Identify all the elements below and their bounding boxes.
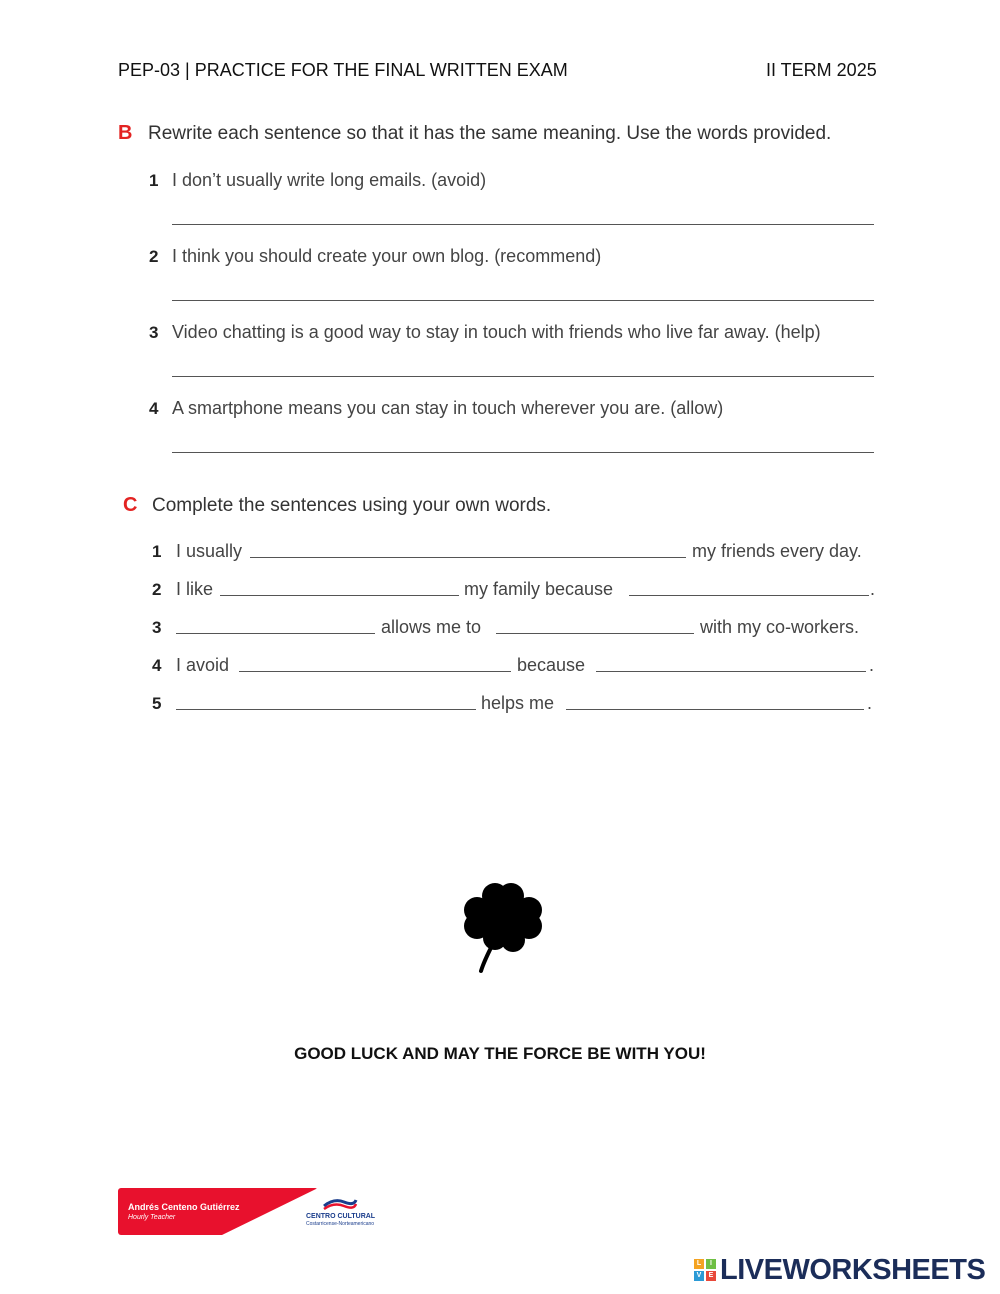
- b-item-3-answer-input[interactable]: [174, 352, 876, 376]
- b-item-4-number: 4: [149, 399, 159, 418]
- section-c-letter: C: [123, 494, 138, 516]
- b-item-3-line: [172, 376, 874, 377]
- b-item-1-number: 1: [149, 171, 159, 190]
- b-item-3-number: 3: [149, 323, 159, 342]
- c-item-3-text-b: with my co-workers.: [700, 617, 860, 637]
- c-item-4-text-c: .: [869, 655, 875, 675]
- b-item-4-answer-input[interactable]: [174, 428, 876, 452]
- c-item-4-number: 4: [152, 656, 162, 675]
- section-b-instruction: Rewrite each sentence so that it has the same meaning. Use the words provided.: [148, 123, 832, 144]
- logo-tile-i: I: [706, 1259, 716, 1269]
- teacher-name: Andrés Centeno Gutiérrez: [128, 1202, 240, 1212]
- c-item-4-blank-a-input[interactable]: [241, 649, 513, 673]
- logo-tile-v: V: [694, 1271, 704, 1281]
- c-item-1-text-b: my friends every day.: [692, 541, 862, 561]
- c-item-2-blank-b-input[interactable]: [631, 573, 871, 597]
- b-item-1-line: [172, 224, 874, 225]
- c-item-2-text-a: I like: [176, 579, 214, 599]
- c-item-5-blank-a-input[interactable]: [178, 687, 478, 711]
- c-item-2-text-c: .: [870, 579, 876, 599]
- flag-logo-icon: [322, 1196, 358, 1212]
- liveworksheets-brand[interactable]: LIVEWORKSHEETS: [720, 1254, 986, 1286]
- four-leaf-clover-icon: [455, 872, 551, 976]
- b-item-1-prompt: I don’t usually write long emails. (avoid): [172, 170, 487, 190]
- b-item-2-line: [172, 300, 874, 301]
- teacher-role: Hourly Teacher: [128, 1214, 176, 1221]
- b-item-2-answer-input[interactable]: [174, 276, 876, 300]
- header-title: PEP-03 | PRACTICE FOR THE FINAL WRITTEN EXAM: [118, 60, 568, 80]
- c-item-3-text-a: allows me to: [381, 617, 482, 637]
- org-name: CENTRO CULTURAL: [306, 1213, 376, 1220]
- closing-message: GOOD LUCK AND MAY THE FORCE BE WITH YOU!: [294, 1044, 706, 1063]
- c-item-1-number: 1: [152, 542, 162, 561]
- c-item-4-blank-b-input[interactable]: [598, 649, 868, 673]
- c-item-5-text-a: helps me: [481, 693, 555, 713]
- c-item-5-number: 5: [152, 694, 162, 713]
- b-item-4-line: [172, 452, 874, 453]
- c-item-5-blank-b-input[interactable]: [568, 687, 866, 711]
- section-b-letter: B: [118, 122, 133, 144]
- c-item-1-text-a: I usually: [176, 541, 243, 561]
- c-item-3-number: 3: [152, 618, 162, 637]
- c-item-3-blank-b-input[interactable]: [498, 611, 696, 635]
- c-item-5-text-b: .: [867, 693, 873, 713]
- c-item-4-text-b: because: [517, 655, 586, 675]
- b-item-4-prompt: A smartphone means you can stay in touch wherever you are. (allow): [172, 398, 724, 418]
- logo-tile-e: E: [706, 1271, 716, 1281]
- c-item-2-text-b: my family because: [464, 579, 614, 599]
- liveworksheets-logo-icon: [694, 1259, 716, 1281]
- org-subtitle: Costarricense-Norteamericano: [306, 1221, 375, 1227]
- c-item-2-blank-a-input[interactable]: [222, 573, 461, 597]
- b-item-3-prompt: Video chatting is a good way to stay in touch with friends who live far away. (help): [172, 322, 821, 342]
- b-item-1-answer-input[interactable]: [174, 200, 876, 224]
- c-item-1-blank-a-input[interactable]: [252, 535, 688, 559]
- logo-tile-l: L: [694, 1259, 704, 1269]
- section-c-instruction: Complete the sentences using your own words.: [152, 495, 552, 516]
- b-item-2-number: 2: [149, 247, 159, 266]
- c-item-4-text-a: I avoid: [176, 655, 230, 675]
- c-item-2-number: 2: [152, 580, 162, 599]
- header-term: II TERM 2025: [766, 60, 877, 80]
- b-item-2-prompt: I think you should create your own blog. (recommend): [172, 246, 602, 266]
- c-item-3-blank-a-input[interactable]: [178, 611, 377, 635]
